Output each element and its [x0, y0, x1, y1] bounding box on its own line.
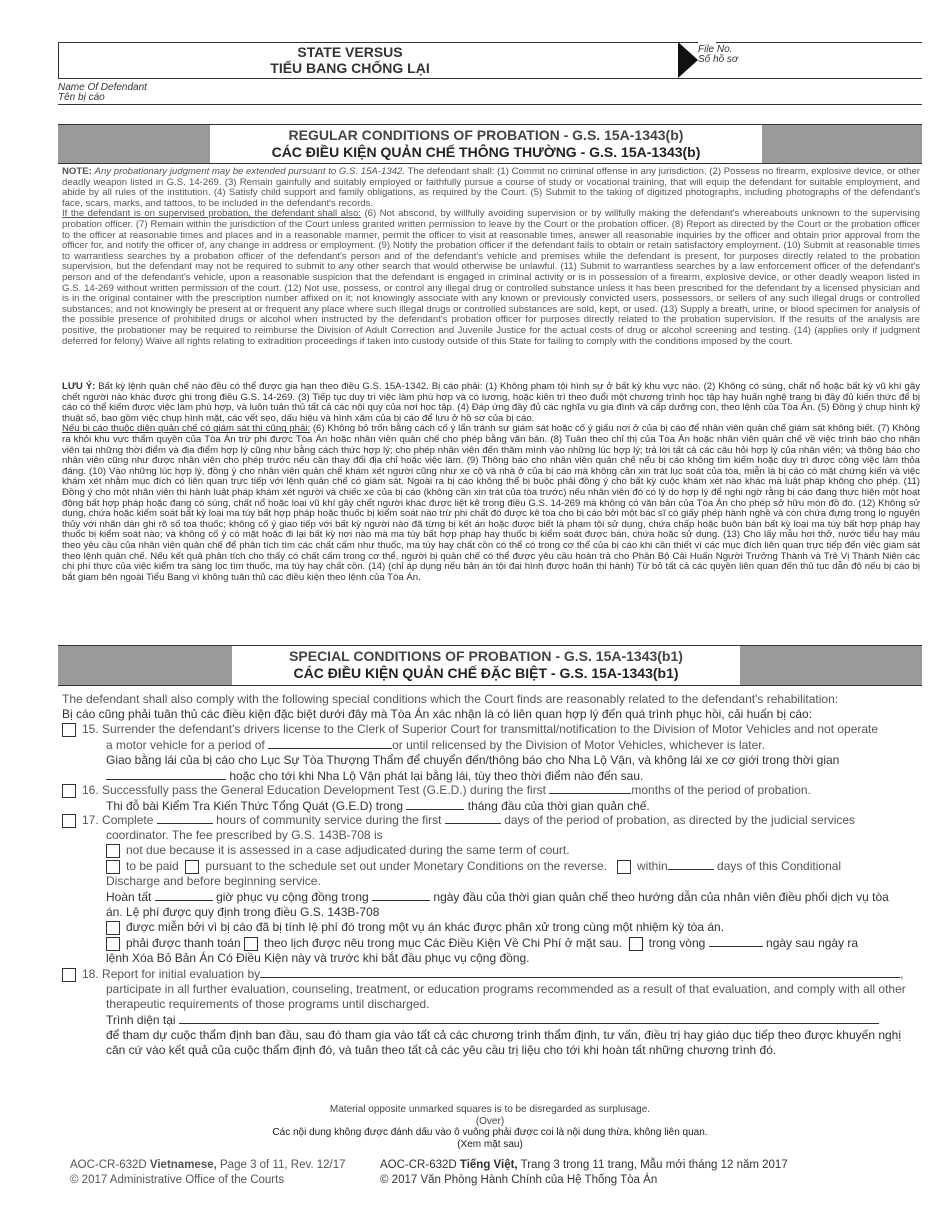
- form-language-vi: Tiếng Việt,: [459, 1159, 518, 1171]
- regular-title-right-shade: [762, 125, 922, 163]
- condition-15-text-vi: Giao bằng lái của bị cáo cho Lục Sự Tòa Thượng Thẩm để chuyển đến/thông báo cho Nha Lộ Vận, và không lái xe cơ giới trong thời gian: [106, 753, 840, 767]
- condition-18-comma: ,: [900, 967, 904, 981]
- page-info-vi: Trang 3 trong 11 trang, Mẫu mới tháng 12 năm 2017: [520, 1159, 788, 1171]
- file-no-label-vi: Số hồ sơ: [698, 54, 738, 65]
- condition-18-text-vi-d: để tham dự cuộc thẩm định ban đầu, sau đó tham gia vào tất cả các chương trình thẩm định, tư vấn, điều trị hay giáo dục tiếp theo được khuyến nghị căn cứ vào kết quả của cuộc thẩm định đó, và tuân theo tất cả các yêu cầu trị liệu cho tới khi hoàn tất những chương trình đó.: [106, 1028, 902, 1057]
- condition-18-text-b: participate in all further evaluation, counseling, treatment, or education programs recommended as a result of that evaluation, and comply with all other therapeutic requirements of those programs until discharged.: [106, 982, 906, 1011]
- over-en: (Over): [475, 1115, 505, 1127]
- fee-waived-checkbox-vi[interactable]: [106, 921, 120, 935]
- service-days-field[interactable]: [445, 812, 501, 824]
- condition-17-option-vi-2e: lệnh Xóa Bỏ Bản Án Có Điều Kiện này và trước khi bắt đầu phục vụ cộng đồng.: [106, 951, 530, 965]
- luu-y-conditions: Bất kỳ lệnh quản chế nào đều có thể được gia hạn theo điều G.S. 15A-1342. Bị cáo phải: (1) Không phạm tội hình sự ở bất kỳ khu vực nào. (2) Không có súng, chất nổ hoặc bất kỳ vũ khí gây chết người nào khác được ghi trong điều G.S. 14-269. (3) Tiếp tục duy trì việc làm phù hợp và có lương, hoặc kiên trì theo đuổi một chương trình học tập hay huấn nghệ trang bị đầy đủ kiến thức để bị cáo có thể kiếm được việc làm phù hợp, và luôn tuân thủ tất cả các nội quy của nơi học tập. (4) Đáp ứng đầy đủ các nghĩa vụ gia đình và cấp dưỡng con, theo lệnh của Tòa Án. (5) Đồng ý chụp hình kỹ thuật số, bao gồm việc chụp hình mặt, các vết sẹo, dấu hiệu và hình xăm của bị cáo để lưu ở hồ sơ của bị cáo.: [62, 381, 920, 424]
- condition-17-option-vi-2d: ngày sau ngày ra: [766, 936, 859, 950]
- regular-conditions-en: [62, 167, 920, 347]
- regular-conditions-title-vi: CÁC ĐIỀU KIỆN QUẢN CHẾ THÔNG THƯỜNG - G.S. 15A-1343(b): [271, 144, 701, 160]
- fee-schedule-checkbox[interactable]: [185, 860, 199, 874]
- form-number: AOC-CR-632D: [70, 1159, 147, 1171]
- page-info: Page 3 of 11, Rev. 12/17: [220, 1159, 346, 1171]
- condition-16: [62, 782, 922, 814]
- condition-16-number: 16.: [82, 783, 99, 797]
- condition-17-text-vi-a3: ngày đầu của thời gian quản chế theo hướng dẫn của nhân viên điều phối dịch vụ tòa: [433, 890, 889, 904]
- condition-17: [62, 812, 922, 966]
- special-intro: [62, 692, 922, 722]
- condition-18-text-a: Report for initial evaluation by: [102, 967, 261, 981]
- condition-17-option-2e: Discharge and before beginning service.: [106, 874, 321, 888]
- ged-months-field-vi[interactable]: [406, 798, 464, 810]
- condition-17-text-a1: Complete: [102, 813, 154, 827]
- condition-17-option-vi-2b: theo lịch được nêu trong mục Các Điều Kiện Về Chi Phí ở mặt sau.: [264, 936, 622, 950]
- note-label: NOTE:: [62, 166, 92, 177]
- condition-17-number: 17.: [82, 813, 99, 827]
- condition-15-checkbox[interactable]: [62, 723, 76, 737]
- license-period-field[interactable]: [268, 737, 392, 749]
- condition-17-option-2b: pursuant to the schedule set out under Monetary Conditions on the reverse.: [205, 859, 607, 873]
- condition-17-text-vi-b: án. Lệ phí được quy định trong điều G.S. 143B-708: [106, 905, 380, 919]
- fee-schedule-checkbox-vi[interactable]: [244, 937, 258, 951]
- condition-15-text-vi-d: hoặc cho tới khi Nha Lộ Vận phát lại bằng lái, tùy theo thời điểm nào đến sau.: [229, 769, 644, 783]
- condition-16-text-a2: months of the period of probation.: [631, 783, 811, 797]
- footer-vi: [380, 1159, 788, 1186]
- state-versus-title: STATE VERSUS: [297, 44, 403, 60]
- condition-17-option-1: not due because it is assessed in a case adjudicated during the same term of court.: [126, 843, 570, 857]
- condition-16-text-a1: Successfully pass the General Education Development Test (G.E.D.) during the first: [102, 783, 547, 797]
- service-hours-field[interactable]: [157, 812, 213, 824]
- condition-17-option-2a: to be paid: [126, 859, 179, 873]
- fee-days-field-vi[interactable]: [709, 935, 763, 947]
- vi-supervised-label: Nếu bị cáo thuộc diện quản chế có giám sát thì cũng phải:: [62, 423, 311, 435]
- fee-days-field[interactable]: [668, 858, 714, 870]
- special-intro-en: The defendant shall also comply with the following special conditions which the Court finds are reasonably related to the defendant's rehabilitation:: [62, 692, 839, 706]
- condition-17-text-a3: days of the period of probation, as directed by the judicial services: [504, 813, 856, 827]
- condition-17-text-vi-a2: giờ phục vụ cộng đồng trong: [216, 890, 369, 904]
- file-no-arrow-icon: [678, 42, 698, 78]
- surplusage-note: [60, 1104, 920, 1150]
- note-extension: Any probationary judgment may be extended pursuant to G.S. 15A-1342.: [94, 166, 406, 177]
- luu-y-label: LƯU Ý:: [62, 381, 96, 392]
- condition-18-number: 18.: [82, 967, 99, 981]
- condition-17-text-vi-a1: Hoàn tất: [106, 890, 152, 904]
- condition-17-option-2d: days of this Conditional: [717, 859, 842, 873]
- condition-17-checkbox[interactable]: [62, 814, 76, 828]
- footer-en: [70, 1159, 346, 1186]
- defendant-name-label-vi: Tên bị cáo: [58, 92, 105, 103]
- supervised-conditions: (6) Not abscond, by willfully avoiding supervision or by willfully making the defendant's whereabouts unknown to the supervising probation officer. (7) Remain within the jurisdiction of the Court unless granted written permission to leave by the Court or the probation officer. (8) Report as directed by the Court or the probation officer to the officer at reasonable times and places and in a reasonable manner, permit the officer to visit at reasonable times, answer all reasonable inquiries by the officer and obtain prior approval from the officer for, and notify the officer of, any change in address or employment. (9) Notify the probation officer if the defendant fails to obtain or retain satisfactory employment. (10) Submit at reasonable times to warrantless searches by a probation officer of the defendant's person and of the defendant's vehicle and premises while the defendant is present, for purposes directly related to the probation supervision, but the defendant may not be required to submit to any other search that would otherwise be unlawful. (11) Submit to warrantless searches by a law enforcement officer of the defendant's person and of the defendant's vehicle, upon a reasonable suspicion that the defendant is engaged in criminal activity or is in possession of a firearm, explosive device, or other deadly weapon listed in G.S. 14-269 without written permission of the court. (12) Not use, possess, or control any illegal drug or controlled substance unless it has been prescribed for the defendant by a licensed physician and is in the original container with the prescription number affixed on it; not knowingly associate with any known or previously convicted users, possessors, or sellers of any such illegal drugs or controlled substances; and not knowingly be present at or frequent any place where such illegal drugs or controlled substances are sold, kept, or used. (13) Supply a breath, urine, or blood specimen for analysis of the possible presence of prohibited drugs or alcohol when instructed by the defendant's probation officer for purposes directly related to the probation supervision. If the results of the analysis are positive, the probationer may be required to reimburse the Division of Adult Correction and Juvenile Justice for the actual costs of drug or alcohol screening and testing. (14) (applies only if judgment deferred for felony) Waive all rights relating to extradition proceedings if taken into custody outside of this State for failing to comply with the conditions imposed by the court.: [62, 208, 920, 347]
- file-no-label: File No.: [698, 44, 733, 55]
- special-intro-vi: Bị cáo cũng phải tuân thủ các điều kiện đặc biệt dưới đây mà Tòa Án xác nhận là có liên quan hợp lý đến quá trình phục hồi, cải huấn bị cáo:: [62, 707, 813, 721]
- condition-17-option-2c: within: [636, 859, 668, 873]
- evaluator-field-vi[interactable]: [179, 1012, 879, 1024]
- form-language: Vietnamese,: [149, 1159, 217, 1171]
- license-period-field-vi[interactable]: [106, 768, 226, 780]
- regular-conditions-title: REGULAR CONDITIONS OF PROBATION - G.S. 15A-1343(b): [288, 127, 684, 143]
- regular-title-left-shade: [58, 125, 210, 163]
- fee-not-due-checkbox[interactable]: [106, 844, 120, 858]
- fee-within-checkbox[interactable]: [617, 860, 631, 874]
- state-versus-title-vi: TIỂU BANG CHỐNG LẠI: [270, 60, 430, 76]
- condition-17-text-a2: hours of community service during the first: [216, 813, 442, 827]
- supervised-label: If the defendant is on supervised probation, the defendant shall also:: [62, 208, 361, 220]
- special-conditions-title-vi: CÁC ĐIỀU KIỆN QUẢN CHẾ ĐẶC BIỆT - G.S. 15A-1343(b1): [293, 665, 679, 681]
- condition-15: [62, 722, 922, 784]
- special-conditions-title: SPECIAL CONDITIONS OF PROBATION - G.S. 15A-1343(b1): [289, 648, 683, 664]
- special-title-left-shade: [58, 646, 232, 685]
- ged-months-field[interactable]: [549, 782, 631, 794]
- condition-17-option-vi-2c: trong vòng: [648, 936, 706, 950]
- condition-15-number: 15.: [82, 722, 99, 736]
- regular-conditions-vi: [62, 382, 920, 583]
- condition-15-text-a: Surrender the defendant's drivers license to the Clerk of Superior Court for transmittal/notification to the Division of Motor Vehicles and not operate: [102, 722, 879, 736]
- copyright: © 2017 Administrative Office of the Courts: [70, 1174, 285, 1186]
- condition-16-text-vi-2: tháng đầu của thời gian quản chế.: [467, 799, 650, 813]
- note-conditions: The defendant shall: (1) Commit no criminal offense in any jurisdiction. (2) Possess no firearm, explosive device, or other deadly weapon listed in G.S. 14-269. (3) Remain gainfully and suitably employed or faithfully pursue a course of study or vocational training, that will equip the defendant for suitable employment, and abide by all rules of the institution. (4) Satisfy child support and family obligations, as required by the Court. (5) Submit to the taking of digitized photographs, including photographs of the defendant's face, scars, marks, and tattoos, to be included in the defendant's records.: [62, 166, 920, 209]
- service-hours-field-vi[interactable]: [155, 889, 213, 901]
- service-days-field-vi[interactable]: [372, 889, 430, 901]
- condition-18: [62, 966, 922, 1058]
- fee-paid-checkbox-vi[interactable]: [106, 937, 120, 951]
- evaluator-field[interactable]: [260, 966, 900, 978]
- over-vi: (Xem mặt sau): [457, 1138, 523, 1150]
- vi-supervised-conditions: (6) Không bỏ trốn bằng cách cố ý lẩn tránh sự giám sát hoặc cố ý giấu nơi ở của bị cáo để nhân viên quản chế giám sát không biết. (7) Không ra khỏi khu vực thẩm quyền của Tòa Án trừ phi được Tòa Án hoặc nhân viên quản chế cho phép bằng văn bản. (8) Tuân theo chỉ thị của Tòa Án hoặc nhân viên quản chế về việc trình báo cho nhân viên tại những thời điểm và địa điểm hợp lý cũng như bằng cách thức hợp lý; cho phép nhân viên đến thăm mình vào những lúc hợp lý; trả lời tất cả các câu hỏi hợp lý của nhân viên; và thông báo cho nhân viên cũng như được nhân viên cho phép trước nếu cần thay đổi địa chỉ hoặc việc làm. (9) Thông báo cho nhân viên quản chế nếu bị cáo không tìm kiếm hoặc duy trì được công việc làm thỏa đáng. (10) Vào những lúc hợp lý, đồng ý cho nhân viên quản chế khám xét người cũng như xe cộ và nhà ở của bị cáo mà không cần xin trát lục soát của tòa, miễn là bị cáo có mặt chứng kiến và việc khám xét nhằm mục đích có liên quan trực tiếp với lệnh quản chế có giám sát. Ngoài ra bị cáo không thể bị buộc phải đồng ý cho bất kỳ cuộc khám xét nào khác mà luật pháp không cho phép. (11) Đồng ý cho một nhân viên thi hành luật pháp khám xét người và chiếc xe của bị cáo (không cần xin trát của tòa trước) nếu nhân viên đó có lý do hợp lý để nghi ngờ rằng bị cáo đang thực hiện một hoạt động bất hợp pháp hoặc đang có súng, chất nổ hoặc loại vũ khí gây chết người khác được liệt kê trong điều G.S. 14-269 mà không có văn bản của Tòa Án cho phép sở hữu món đồ đó. (12) Không sử dụng, chứa hoặc kiểm soát bất kỳ loại ma túy bất hợp pháp hoặc thuốc bị kiểm soát nào trừ phi chất đó được kê toa cho bị cáo bởi một bác sĩ có giấy phép hành nghề và còn chứa đựng trong lọ nguyên thủy với nhãn dán ghi rõ số toa thuốc; không cố ý giao tiếp với bất kỳ người nào đã từng bị kết án hoặc được biết là phạm tội sử dụng, chứa chấp hoặc buôn bán bất kỳ loại ma túy bất hợp pháp hay thuốc bị kiểm soát nào; và không cố ý có mặt hoặc đi lại bất kỳ nơi nào mà ma túy bất hợp pháp hay thuốc bị kiểm soát được bán, chứa hoặc sử dụng. (13) Cho lấy mẫu hơi thở, nước tiểu hay máu theo yêu cầu của nhân viên quản chế để phân tích tìm các chất cấm như thuốc, ma túy hay chất cồn có thể có trong cơ thể của bị cáo khi cần thiết vì các mục đích liên quan trực tiếp đến việc giám sát theo lệnh quản chế. Nếu kết quả phân tích cho thấy có chất cấm trong cơ thể, người bị quản chế có thể được yêu cầu hoàn trả cho Phân Bộ Cải Huấn Người Trưởng Thành và Trẻ Vị Thành Niên các chi phí thực của việc kiểm tra sàng lọc tìm thuốc, ma túy hay chất cồn. (14) (chỉ áp dụng nếu bản án tội đại hình được hoãn thi hành) Từ bỏ tất cả các quyền liên quan đến thủ tục dẫn độ nếu bị cáo bị bắt giam bên ngoài Tiểu Bang vì không tuân thủ các điều kiện theo lệnh của Tòa Án.: [62, 423, 920, 583]
- condition-16-checkbox[interactable]: [62, 784, 76, 798]
- defendant-name-label: Name Of Defendant: [58, 82, 147, 93]
- special-title-right-shade: [740, 646, 922, 685]
- form-number-vi: AOC-CR-632D: [380, 1159, 457, 1171]
- condition-18-checkbox[interactable]: [62, 968, 76, 982]
- surplusage-vi: Các nội dung không được đánh dấu vào ô vuông phải được coi là nội dung thừa, không liên quan.: [272, 1127, 708, 1138]
- condition-18-text-vi-c: Trình diện tại: [106, 1013, 176, 1027]
- surplusage-en: Material opposite unmarked squares is to be disregarded as surplusage.: [329, 1104, 651, 1115]
- copyright-vi: © 2017 Văn Phòng Hành Chính của Hệ Thống Tòa Án: [380, 1174, 658, 1186]
- condition-15-text-b1: a motor vehicle for a period of: [106, 738, 265, 752]
- fee-within-checkbox-vi[interactable]: [629, 937, 643, 951]
- condition-17-option-vi-1: được miễn bởi vì bị cáo đã bị tính lệ phí đó trong một vụ án khác được phân xử trong cùng một nhiệm kỳ tòa án.: [126, 920, 725, 934]
- fee-to-be-paid-checkbox[interactable]: [106, 860, 120, 874]
- condition-17-text-b: coordinator. The fee prescribed by G.S. 143B-708 is: [106, 828, 383, 842]
- condition-16-text-vi-1: Thi đỗ bài Kiểm Tra Kiến Thức Tổng Quát (G.E.D) trong: [106, 799, 404, 813]
- condition-15-text-b2: or until relicensed by the Division of Motor Vehicles, whichever is later.: [392, 738, 765, 752]
- condition-17-option-vi-2a: phải được thanh toán: [126, 936, 241, 950]
